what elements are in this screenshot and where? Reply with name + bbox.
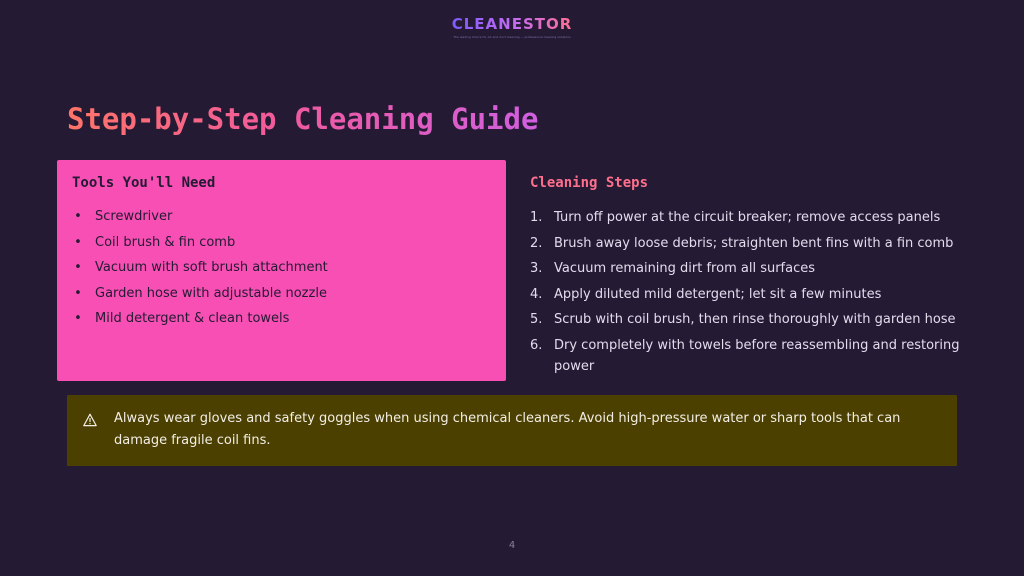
step-item bbox=[530, 309, 970, 330]
step-number: 3. bbox=[530, 261, 543, 276]
tool-item bbox=[73, 309, 328, 335]
tools-card bbox=[57, 160, 506, 381]
tool-item-label: Mild detergent & clean towels bbox=[95, 311, 290, 326]
step-item bbox=[530, 233, 970, 254]
slide-title: Step-by-Step Cleaning Guide bbox=[67, 98, 538, 140]
bullet-icon: • bbox=[74, 234, 82, 250]
step-item bbox=[530, 284, 970, 305]
step-text: Apply diluted mild detergent; let sit a few minutes bbox=[554, 286, 882, 302]
tool-item bbox=[73, 207, 328, 233]
tool-item-label: Coil brush & fin comb bbox=[95, 234, 236, 250]
tool-item-label: Garden hose with adjustable nozzle bbox=[95, 285, 327, 301]
brand-name: CLEANESTOR bbox=[451, 15, 573, 33]
tools-list bbox=[73, 207, 328, 335]
step-number: 2. bbox=[530, 235, 543, 251]
page-number: 4 bbox=[508, 540, 516, 551]
step-text: Scrub with coil brush, then rinse thoroughly with garden hose bbox=[554, 312, 956, 327]
step-text: Brush away loose debris; straighten bent fins with a fin comb bbox=[554, 235, 954, 251]
bullet-icon: • bbox=[74, 311, 82, 326]
step-item bbox=[530, 207, 970, 228]
steps-heading: Cleaning Steps bbox=[530, 175, 649, 191]
step-item bbox=[530, 335, 970, 377]
tool-item-label: Vacuum with soft brush attachment bbox=[95, 260, 328, 275]
step-number: 6. bbox=[530, 337, 543, 353]
warning-callout bbox=[67, 395, 957, 466]
step-text: Dry completely with towels before reassembling and restoring power bbox=[554, 337, 960, 374]
step-item bbox=[530, 258, 970, 279]
warning-triangle-icon bbox=[83, 412, 97, 426]
tool-item-label: Screwdriver bbox=[95, 209, 173, 224]
step-text: Vacuum remaining dirt from all surfaces bbox=[554, 261, 816, 276]
tool-item bbox=[73, 258, 328, 284]
tool-item bbox=[73, 284, 328, 310]
step-number: 1. bbox=[530, 210, 543, 225]
brand-logo bbox=[0, 14, 1024, 40]
tools-heading: Tools You'll Need bbox=[72, 175, 216, 191]
bullet-icon: • bbox=[74, 285, 82, 301]
step-text: Turn off power at the circuit breaker; remove access panels bbox=[554, 210, 941, 225]
bullet-icon: • bbox=[74, 260, 82, 275]
tool-item bbox=[73, 233, 328, 259]
warning-text: Always wear gloves and safety goggles when using chemical cleaners. Avoid high-pressure water or sharp tools that can damage fragile coil fins. bbox=[114, 411, 901, 448]
brand-tagline: The leading choice for AC and duct cleaning — professional cleaning solutions bbox=[453, 35, 571, 39]
step-number: 5. bbox=[530, 312, 543, 327]
bullet-icon: • bbox=[74, 209, 82, 224]
steps-list bbox=[530, 207, 970, 381]
step-number: 4. bbox=[530, 286, 543, 302]
